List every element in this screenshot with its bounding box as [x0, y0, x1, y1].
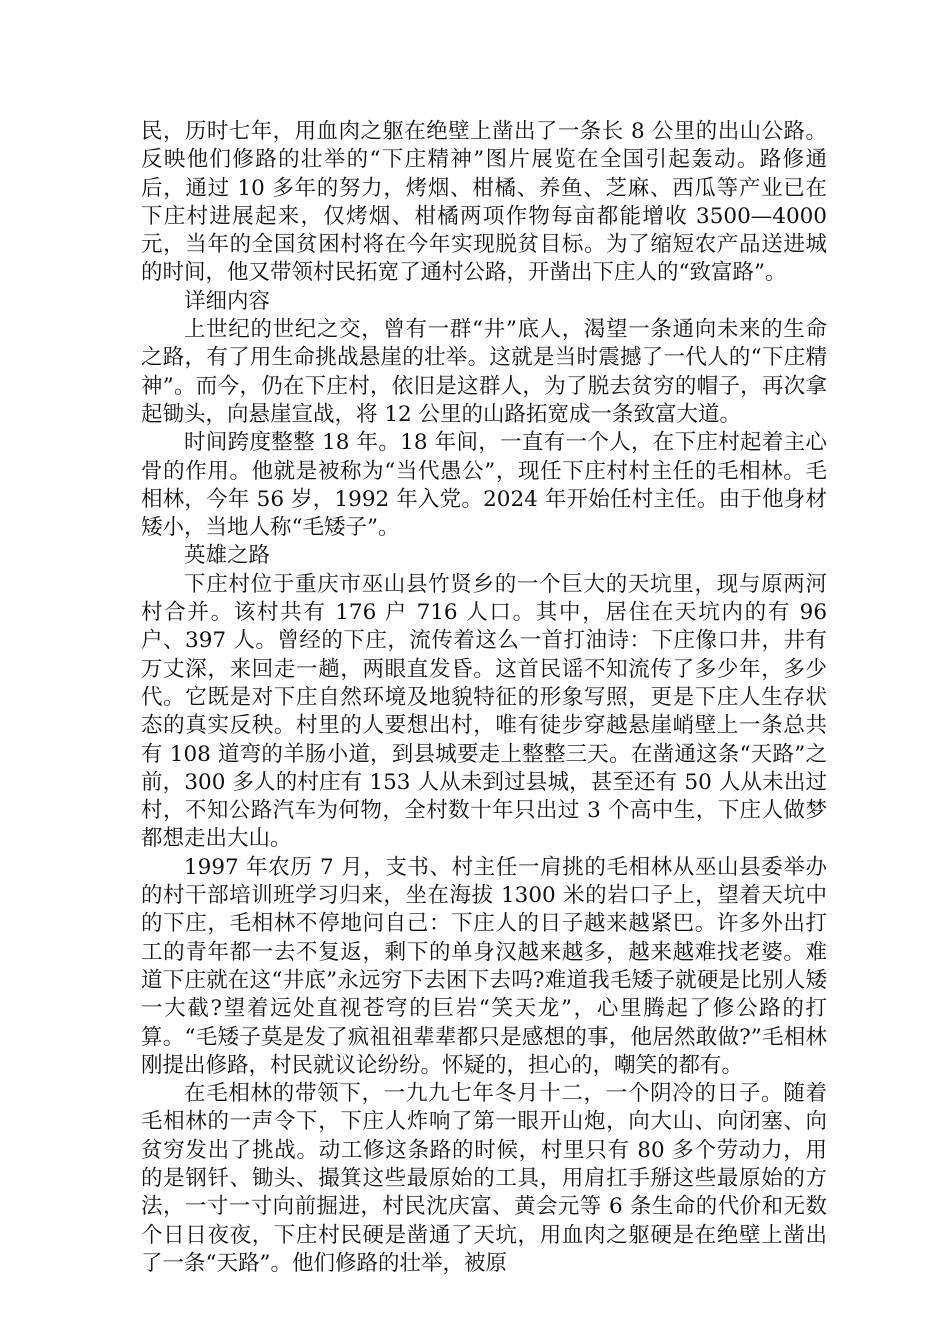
- document-page: [141, 118, 827, 1278]
- paragraph-1997: 1997 年农历 7 月，支书、村主任一肩挑的毛相林从巫山县委举办的村干部培训班学习归来，坐在海拔 1300 米的岩口子上，望着天坑中的下庄，毛相林不停地问自己：下庄人的日子越来越紧巴。许多外出打工的青年都一去不复返，剩下的单身汉越来越多，越来越难找老婆。难道下庄就在这“井底”永远穷下去困下去吗?难道我毛矮子就硬是比别人矮一大截?望着远处直视苍穹的巨岩“笑天龙”，心里腾起了修公路的打算。“毛矮子莫是发了疯祖祖辈辈都只是感想的事，他居然敢做?”毛相林刚提出修路，村民就议论纷纷。怀疑的，担心的，嘲笑的都有。: [141, 854, 827, 1078]
- paragraph-village: 下庄村位于重庆市巫山县竹贤乡的一个巨大的天坑里，现与原两河村合并。该村共有 176 户 716 人口。其中，居住在天坑内的有 96 户、397 人。曾经的下庄，流传着这么一首打油诗：下庄像口井，井有万丈深，来回走一趟，两眼直发昏。这首民谣不知流传了多少年，多少代。它既是对下庄自然环境及地貌特征的形象写照，更是下庄人生存状态的真实反秧。村里的人要想出村，唯有徒步穿越悬崖峭壁上一条总共有 108 道弯的羊肠小道，到县城要走上整整三天。在凿通这条“天路”之前，300 多人的村庄有 153 人从未到过县城，甚至还有 50 人从未出过村，不知公路汽车为何物，全村数十年只出过 3 个高中生，下庄人做梦都想走出大山。: [141, 571, 827, 852]
- section-heading-hero-road: 英雄之路: [184, 543, 271, 569]
- paragraph-continuation: 民，历时七年，用血肉之躯在绝壁上凿出了一条长 8 公里的出山公路。反映他们修路的壮举的“下庄精神”图片展览在全国引起轰动。路修通后，通过 10 多年的努力，烤烟、柑橘、养鱼、芝麻、西瓜等产业已在下庄村进展起来，仅烤烟、柑橘两项作物每亩都能增收 3500—4000 元，当年的全国贫困村将在今年实现脱贫目标。为了缩短农产品送进城的时间，他又带领村民拓宽了通村公路，开凿出下庄人的“致富路”。: [141, 119, 827, 286]
- paragraph-intro: 上世纪的世纪之交，曾有一群“井”底人，渴望一条通向未来的生命之路，有了用生命挑战悬崖的壮举。这就是当时震撼了一代人的“下庄精神”。而今，仍在下庄村，依旧是这群人，为了脱去贫穷的帽子，再次拿起锄头，向悬崖宣战，将 12 公里的山路拓宽成一条致富大道。: [141, 317, 827, 427]
- paragraph-leader: 时间跨度整整 18 年。18 年间，一直有一个人，在下庄村起着主心骨的作用。他就是被称为“当代愚公”，现任下庄村村主任的毛相林。毛相林，今年 56 岁，1992 年入党。2024 年开始任村主任。由于他身材矮小，当地人称“毛矮子”。: [141, 430, 827, 541]
- paragraph-construction: 在毛相林的带领下，一九九七年冬月十二，一个阴冷的日子。随着毛相林的一声令下，下庄人炸响了第一眼开山炮，向大山、向闭塞、向贫穷发出了挑战。动工修这条路的时候，村里只有 80 多个劳动力，用的是钢钎、锄头、撮箕这些最原始的工具，用肩扛手掰这些最原始的方法，一寸一寸向前掘进，村民沈庆富、黄会元等 6 条生命的代价和无数个日日夜夜，下庄村民硬是凿通了天坑，用血肉之躯硬是在绝壁上凿出了一条“天路”。他们修路的壮举，被原: [141, 1081, 827, 1276]
- section-heading-details: 详细内容: [184, 288, 271, 314]
